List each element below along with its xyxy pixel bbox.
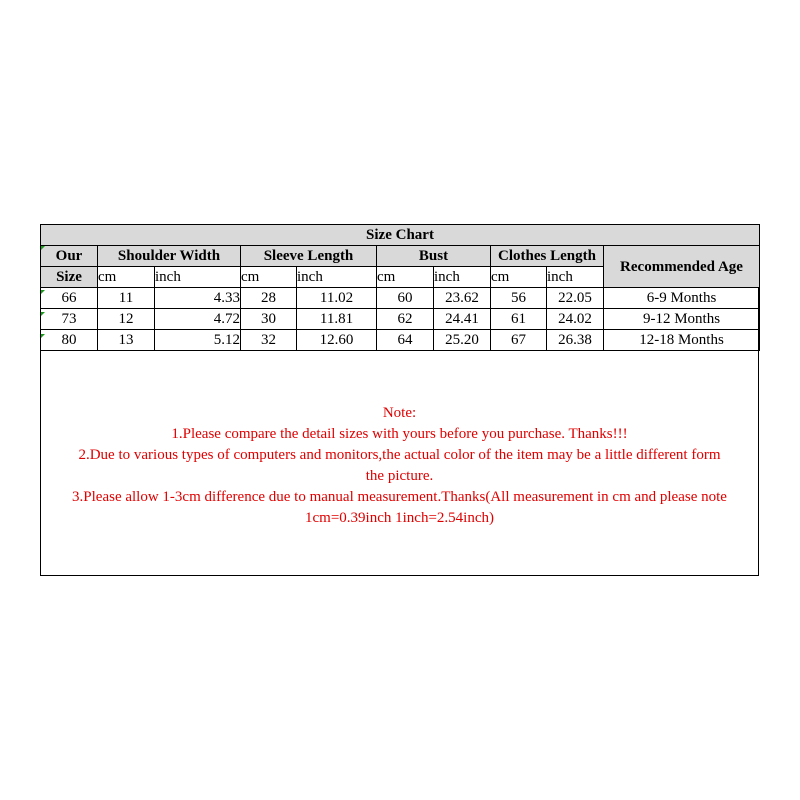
length-cm-cell: 67 xyxy=(491,330,547,351)
cell-marker xyxy=(41,290,45,294)
age-cell: 9-12 Months xyxy=(604,309,760,330)
size-cell: 73 xyxy=(41,309,98,330)
age-cell: 12-18 Months xyxy=(604,330,760,351)
table-row xyxy=(41,309,760,330)
note-line-2a: 2.Due to various types of computers and monitors,the actual color of the item may be a little different form xyxy=(78,447,721,463)
table-row xyxy=(41,330,760,351)
shoulder-inch-cell: 4.33 xyxy=(155,288,241,309)
note-heading: Note: xyxy=(382,405,417,421)
note-line-1: 1.Please compare the detail sizes with yours before you purchase. Thanks!!! xyxy=(171,426,628,442)
our-size-header-top: Our xyxy=(41,246,98,267)
unit-cm: cm xyxy=(241,267,297,288)
our-size-header-bottom: Size xyxy=(41,267,98,288)
table-row xyxy=(41,288,760,309)
note-line-3a: 3.Please allow 1-3cm difference due to manual measurement.Thanks(All measurement in cm and please note xyxy=(72,489,727,505)
bust-inch-cell: 24.41 xyxy=(434,309,491,330)
bust-cm-cell: 60 xyxy=(377,288,434,309)
notes-block xyxy=(41,403,758,529)
note-line-3b: 1cm=0.39inch 1inch=2.54inch) xyxy=(305,510,494,526)
size-cell: 66 xyxy=(41,288,98,309)
shoulder-inch-cell: 4.72 xyxy=(155,309,241,330)
size-cell: 80 xyxy=(41,330,98,351)
shoulder-inch-cell: 5.12 xyxy=(155,330,241,351)
shoulder-width-header: Shoulder Width xyxy=(98,246,241,267)
cell-marker xyxy=(41,246,45,250)
unit-cm: cm xyxy=(377,267,434,288)
length-cm-cell: 61 xyxy=(491,309,547,330)
sleeve-inch-cell: 12.60 xyxy=(297,330,377,351)
sleeve-inch-cell: 11.81 xyxy=(297,309,377,330)
sleeve-length-header: Sleeve Length xyxy=(241,246,377,267)
cell-marker xyxy=(41,334,45,338)
bust-inch-cell: 25.20 xyxy=(434,330,491,351)
unit-cm: cm xyxy=(491,267,547,288)
note-line-2b: the picture. xyxy=(365,468,434,484)
sleeve-cm-cell: 32 xyxy=(241,330,297,351)
bust-cm-cell: 62 xyxy=(377,309,434,330)
bust-cm-cell: 64 xyxy=(377,330,434,351)
length-inch-cell: 22.05 xyxy=(547,288,604,309)
cell-marker xyxy=(41,312,45,316)
unit-inch: inch xyxy=(547,267,604,288)
length-inch-cell: 26.38 xyxy=(547,330,604,351)
sleeve-inch-cell: 11.02 xyxy=(297,288,377,309)
bust-header: Bust xyxy=(377,246,491,267)
age-cell: 6-9 Months xyxy=(604,288,760,309)
bust-inch-cell: 23.62 xyxy=(434,288,491,309)
recommended-age-header: Recommended Age xyxy=(604,246,760,288)
length-inch-cell: 24.02 xyxy=(547,309,604,330)
unit-inch: inch xyxy=(434,267,491,288)
size-table xyxy=(40,224,760,351)
unit-inch: inch xyxy=(155,267,241,288)
size-chart xyxy=(40,224,759,576)
unit-inch: inch xyxy=(297,267,377,288)
sleeve-cm-cell: 28 xyxy=(241,288,297,309)
table-title: Size Chart xyxy=(41,225,760,246)
sleeve-cm-cell: 30 xyxy=(241,309,297,330)
unit-cm: cm xyxy=(98,267,155,288)
length-cm-cell: 56 xyxy=(491,288,547,309)
shoulder-cm-cell: 12 xyxy=(98,309,155,330)
clothes-length-header: Clothes Length xyxy=(491,246,604,267)
shoulder-cm-cell: 11 xyxy=(98,288,155,309)
shoulder-cm-cell: 13 xyxy=(98,330,155,351)
